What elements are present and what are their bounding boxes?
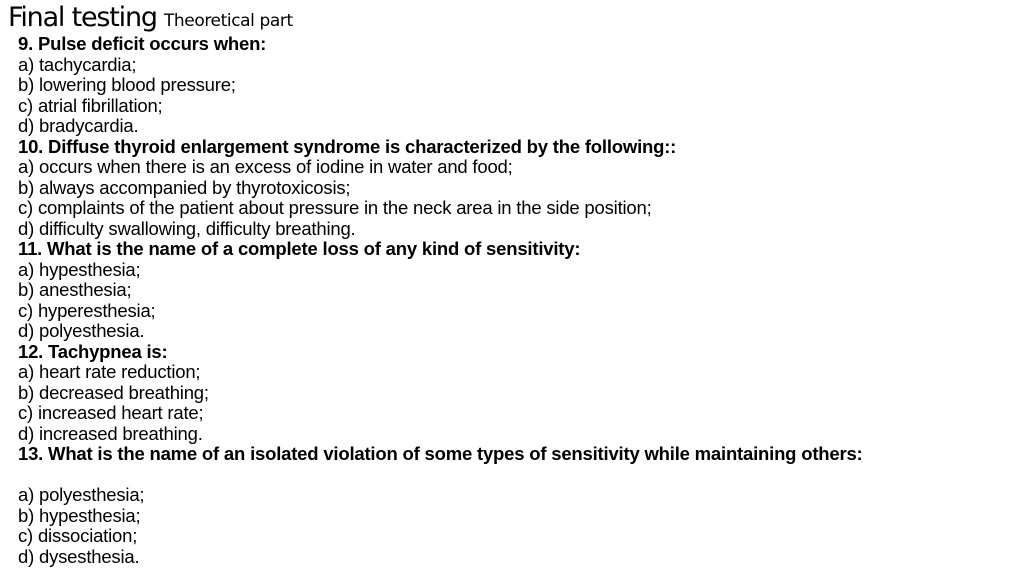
question-block-12 [18,342,1022,445]
answer-option: c) complaints of the patient about pressure in the neck area in the side position; [18,197,652,218]
answer-option: d) dysesthesia. [18,545,140,567]
blank-line [18,465,1022,486]
answer-option: c) increased heart rate; [18,402,204,423]
answer-option: c) atrial fibrillation; [18,94,163,116]
answer-option: c) dissociation; [18,525,138,546]
answer-option: b) always accompanied by thyrotoxicosis; [18,176,351,198]
title-main: Final testing [8,2,157,33]
answer-option: b) hypesthesia; [18,504,141,526]
answer-option: a) polyesthesia; [18,484,145,505]
question-block-13 [18,444,1022,567]
question-block-11 [18,239,1022,342]
question-heading: 13. What is the name of an isolated violation of some types of sensitivity while maintaining others: [18,443,863,464]
question-heading: 10. Diffuse thyroid enlargement syndrome is characterized by the following:: [18,135,677,157]
answer-option: b) decreased breathing; [18,381,209,403]
answer-option: b) anesthesia; [18,279,132,300]
answer-option: d) bradycardia. [18,115,139,136]
answer-option: d) difficulty swallowing, difficulty breathing. [18,217,356,239]
answer-option: a) occurs when there is an excess of iodine in water and food; [18,156,513,177]
title-subtitle: Theoretical part [163,11,293,31]
answer-option: b) lowering blood pressure; [18,74,236,95]
answer-option: d) increased breathing. [18,422,203,444]
question-block-9 [18,34,1022,137]
question-heading: 12. Tachypnea is: [18,340,168,362]
answer-option: d) polyesthesia. [18,320,145,341]
question-heading: 9. Pulse deficit occurs when: [18,33,267,54]
question-heading: 11. What is the name of a complete loss of any kind of sensitivity: [18,238,581,259]
answer-option: a) heart rate reduction; [18,361,201,382]
answer-option: a) hypesthesia; [18,258,141,280]
question-block-10 [18,137,1022,240]
answer-option: c) hyperesthesia; [18,299,156,321]
answer-option: a) tachycardia; [18,53,137,75]
question-list [18,34,1022,567]
